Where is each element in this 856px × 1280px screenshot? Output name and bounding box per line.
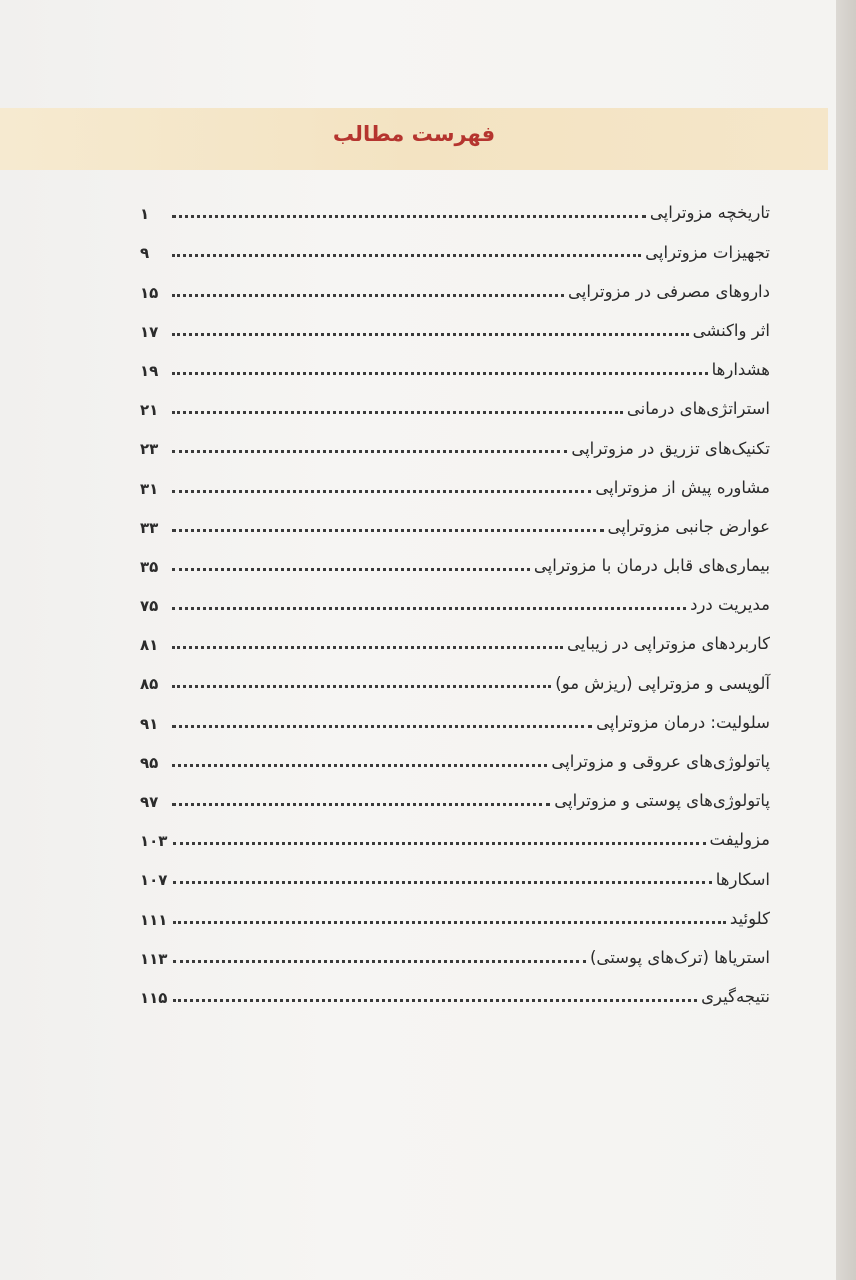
dot-leader <box>172 685 551 688</box>
toc-entry-label: استراتژی‌های درمانی <box>626 399 770 419</box>
dot-leader <box>172 568 530 571</box>
dot-leader <box>173 842 705 845</box>
toc-entry-label: اثر واکنشی <box>692 320 770 340</box>
toc-entry-page-number: ۱ <box>140 205 150 224</box>
toc-entry-label: مزولیفت <box>709 830 770 850</box>
toc-entry-page-number: ۱۹ <box>140 361 159 380</box>
toc-entry <box>140 968 770 1007</box>
toc-entry-label: مشاوره پیش از مزوتراپی <box>595 477 770 497</box>
dot-leader <box>172 607 686 610</box>
toc-entry-page-number: ۳۳ <box>140 518 159 537</box>
toc-entry <box>140 693 770 732</box>
toc-entry-page-number: ۲۳ <box>140 440 159 459</box>
toc-entry <box>140 184 770 223</box>
toc-entry <box>140 889 770 928</box>
dot-leader <box>172 725 592 728</box>
dot-leader <box>172 803 550 806</box>
toc-entry-label: کاربردهای مزوتراپی در زیبایی <box>566 634 770 654</box>
toc-entry-page-number: ۹ <box>140 244 150 263</box>
dot-leader <box>172 254 641 257</box>
dot-leader <box>172 764 547 767</box>
toc-entry-label: آلوپسی و مزوتراپی (ریزش مو) <box>555 673 770 693</box>
toc-entry <box>140 654 770 693</box>
dot-leader <box>172 450 567 453</box>
toc-entry <box>140 419 770 458</box>
toc-entry <box>140 576 770 615</box>
dot-leader <box>172 294 564 297</box>
toc-entry-label: سلولیت: درمان مزوتراپی <box>596 712 770 732</box>
toc-entry-page-number: ۳۱ <box>140 479 159 498</box>
toc-entry-page-number: ۱۱۵ <box>140 988 168 1007</box>
toc-entry-label: هشدارها <box>711 360 770 380</box>
toc-entry <box>140 262 770 301</box>
dot-leader <box>172 490 591 493</box>
dot-leader <box>172 529 604 532</box>
dot-leader <box>173 999 697 1002</box>
toc-entry-page-number: ۱۵ <box>140 283 159 302</box>
toc-entry-page-number: ۹۱ <box>140 714 159 733</box>
toc-entry-label: داروهای مصرفی در مزوتراپی <box>568 281 770 301</box>
toc-entry <box>140 772 770 811</box>
toc-entry <box>140 302 770 341</box>
toc-list <box>140 184 770 1007</box>
dot-leader <box>172 411 623 414</box>
dot-leader <box>172 372 708 375</box>
toc-entry-page-number: ۹۵ <box>140 753 159 772</box>
toc-entry-label: پاتولوژی‌های پوستی و مزوتراپی <box>554 791 770 811</box>
dot-leader <box>172 333 689 336</box>
toc-entry <box>140 498 770 537</box>
toc-entry-page-number: ۳۵ <box>140 557 159 576</box>
toc-entry-page-number: ۷۵ <box>140 597 159 616</box>
toc-entry-label: کلوئید <box>729 908 770 928</box>
toc-entry-page-number: ۱۱۳ <box>140 949 168 968</box>
toc-entry-page-number: ۸۵ <box>140 675 159 694</box>
toc-entry-label: تجهیزات مزوتراپی <box>645 242 770 262</box>
toc-entry-label: نتیجه‌گیری <box>701 987 770 1007</box>
toc-entry-page-number: ۱۱۱ <box>140 910 168 929</box>
toc-entry <box>140 341 770 380</box>
toc-entry-label: تکنیک‌های تزریق در مزوتراپی <box>571 438 770 458</box>
toc-entry-page-number: ۸۱ <box>140 636 159 655</box>
toc-entry <box>140 615 770 654</box>
toc-entry-page-number: ۲۱ <box>140 401 159 420</box>
toc-title: فهرست مطالب <box>332 122 496 146</box>
toc-entry <box>140 458 770 497</box>
dot-leader <box>172 646 563 649</box>
toc-entry <box>140 733 770 772</box>
toc-entry-label: اسکارها <box>715 869 770 889</box>
toc-entry <box>140 811 770 850</box>
dot-leader <box>173 881 711 884</box>
toc-entry-page-number: ۹۷ <box>140 793 159 811</box>
toc-entry-label: مدیریت درد <box>690 595 770 615</box>
toc-entry <box>140 537 770 576</box>
toc-entry-label: پاتولوژی‌های عروقی و مزوتراپی <box>551 752 770 772</box>
toc-entry-label: استریاها (ترک‌های پوستی) <box>590 947 770 967</box>
toc-entry <box>140 380 770 419</box>
toc-entry-label: تاریخچه مزوتراپی <box>649 203 770 223</box>
toc-entry-page-number: ۱۷ <box>140 322 159 341</box>
page-edge <box>836 0 856 1280</box>
toc-entry <box>140 223 770 262</box>
toc-entry <box>140 850 770 889</box>
dot-leader <box>173 921 725 924</box>
toc-entry-page-number: ۱۰۷ <box>140 871 168 890</box>
toc-entry-label: بیماری‌های قابل درمان با مزوتراپی <box>533 556 770 576</box>
dot-leader <box>173 960 586 963</box>
dot-leader <box>172 215 646 218</box>
toc-entry-label: عوارض جانبی مزوتراپی <box>607 516 770 536</box>
toc-entry-page-number: ۱۰۳ <box>140 832 168 851</box>
toc-entry <box>140 929 770 968</box>
